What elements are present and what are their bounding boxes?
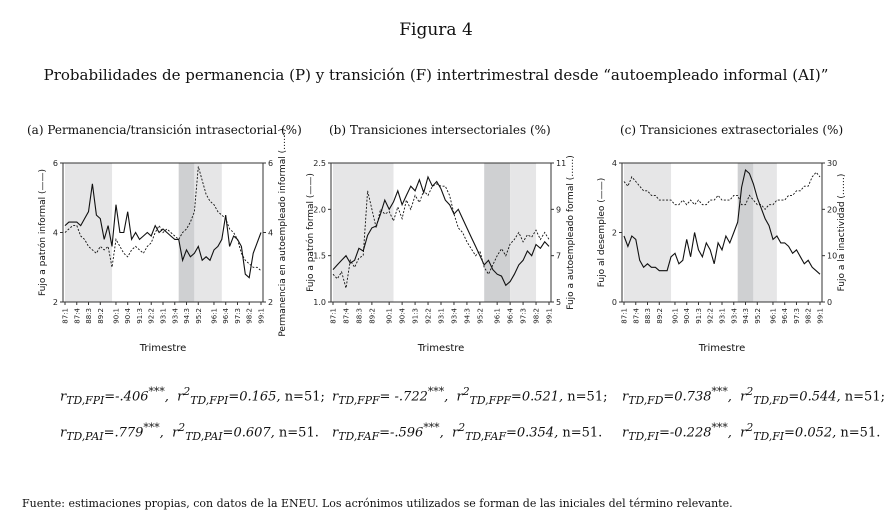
stats-a-line1: $r_{TD,FPI}=-.406^{***}$, $r^2_{TD,FPI}=0.165$, n=51;: [60, 385, 325, 407]
x-tick-label: 88:3: [85, 308, 94, 324]
x-tick-label: 99:1: [257, 308, 266, 324]
x-tick-label: 98:2: [804, 308, 813, 324]
y-tick-label: 6: [52, 159, 58, 168]
y-tick-label: 4: [611, 159, 617, 168]
x-tick-label: 99:1: [545, 308, 554, 324]
y-right-axis-title: Fujo a autoempleado formal (……): [566, 155, 576, 310]
x-tick-label: 87:1: [620, 308, 629, 324]
chart-2: [597, 159, 847, 354]
figure-footer: Fuente: estimaciones propias, con datos de la ENEU. Los acrónimos utilizados se forman de las iniciales del término relevante.: [22, 497, 733, 510]
x-tick-label: 87:4: [632, 308, 641, 324]
shaded-region: [179, 163, 195, 302]
x-tick-label: 87:1: [61, 308, 70, 324]
x-tick-label: 90:4: [683, 308, 692, 324]
y-axis-title: Fujo a patrón formal (——): [306, 173, 316, 292]
y-right-tick-label: 30: [827, 159, 838, 168]
y-right-tick-label: 5: [556, 298, 562, 307]
y-tick-label: 2: [611, 228, 617, 238]
x-tick-label: 92:2: [706, 308, 715, 324]
y-axis-title: Fujo al desempleo (——): [597, 177, 607, 288]
shaded-region: [65, 163, 112, 302]
x-tick-label: 95:2: [753, 308, 762, 324]
x-tick-label: 89:2: [655, 308, 664, 324]
x-tick-label: 90:4: [398, 308, 407, 324]
x-tick-label: 93:4: [171, 308, 180, 324]
x-tick-label: 91:3: [135, 308, 144, 324]
x-tick-label: 97:3: [519, 308, 528, 324]
y-tick-label: 4: [52, 228, 58, 238]
x-tick-label: 96:1: [493, 308, 502, 324]
y-right-tick-label: 2: [268, 298, 274, 307]
stats-b-line1: $r_{TD,FPF}= -.722^{***}$, $r^2_{TD,FPF}=0.521$, n=51;: [332, 385, 608, 407]
y-right-axis-title: Fujo a la inactividad (……): [837, 173, 847, 292]
shaded-region: [484, 163, 510, 302]
y-right-tick-label: 20: [827, 205, 838, 215]
figure-title: Figura 4: [399, 20, 473, 40]
x-tick-label: 88:3: [355, 308, 364, 324]
x-tick-label: 93:4: [450, 308, 459, 324]
y-right-tick-label: 4: [268, 228, 274, 238]
x-tick-label: 87:1: [329, 308, 338, 324]
chart-1: [305, 155, 576, 354]
x-tick-label: 93:1: [437, 308, 446, 324]
x-tick-label: 94:3: [742, 308, 751, 324]
shaded-region: [333, 163, 393, 302]
stats-c-line2: $r_{TD,FI}=-0.228^{***}$, $r^2_{TD,FI}=0.052$, n=51.: [622, 421, 881, 443]
stats-c-line1: $r_{TD,FD}=0.738^{***}$, $r^2_{TD,FD}=0.544$, n=51;: [622, 385, 885, 407]
shaded-region: [738, 163, 754, 302]
shaded-region: [194, 163, 221, 302]
x-tick-label: 91:3: [411, 308, 420, 324]
x-tick-label: 93:1: [159, 308, 168, 324]
x-tick-label: 90:4: [124, 308, 133, 324]
x-tick-label: 88:3: [644, 308, 653, 324]
panel-c-title: (c) Transiciones extrasectoriales (%): [620, 123, 844, 137]
x-tick-label: 98:2: [532, 308, 541, 324]
x-tick-label: 96:4: [222, 308, 231, 324]
x-tick-label: 96:4: [781, 308, 790, 324]
y-tick-label: 2: [52, 298, 58, 307]
x-tick-label: 92:2: [424, 308, 433, 324]
y-right-tick-label: 6: [268, 159, 274, 168]
x-tick-label: 89:2: [96, 308, 105, 324]
x-tick-label: 90:1: [112, 308, 121, 324]
x-tick-label: 99:1: [816, 308, 825, 324]
x-tick-label: 96:1: [210, 308, 219, 324]
shaded-region: [753, 163, 777, 302]
y-right-tick-label: 7: [556, 251, 562, 261]
x-axis-title: Trimestre: [139, 343, 187, 354]
x-tick-label: 91:3: [694, 308, 703, 324]
panel-a-title: (a) Permanencia/transición intrasectorial (%): [27, 123, 302, 137]
x-tick-label: 93:4: [730, 308, 739, 324]
x-tick-label: 94:3: [183, 308, 192, 324]
panel-b-title: (b) Transiciones intersectoriales (%): [329, 123, 551, 137]
x-tick-label: 92:2: [147, 308, 156, 324]
y-tick-label: 2.5: [313, 159, 326, 168]
y-right-tick-label: 10: [827, 251, 838, 261]
y-right-tick-label: 9: [556, 205, 562, 215]
x-tick-label: 90:1: [671, 308, 680, 324]
stats-a-line2: $r_{TD,PAI}=.779^{***}$, $r^2_{TD,PAI}=0.607$, n=51.: [60, 421, 319, 443]
y-tick-label: 0: [611, 298, 617, 307]
x-tick-label: 93:1: [718, 308, 727, 324]
x-tick-label: 89:2: [368, 308, 377, 324]
y-tick-label: 2.0: [313, 205, 326, 215]
x-tick-label: 96:1: [769, 308, 778, 324]
shaded-region: [510, 163, 536, 302]
x-tick-label: 98:2: [245, 308, 254, 324]
chart-0: [37, 128, 288, 354]
x-tick-label: 97:3: [792, 308, 801, 324]
x-axis-title: Trimestre: [417, 343, 465, 354]
figure-subtitle: Probabilidades de permanencia (P) y transición (F) intertrimestral desde “autoempleado informal (AI)”: [43, 66, 829, 84]
y-tick-label: 1.5: [313, 251, 326, 261]
y-right-tick-label: 0: [827, 298, 833, 307]
y-axis-title: Fujo a patrón informal (——): [38, 168, 48, 297]
y-tick-label: 1.0: [313, 298, 326, 307]
x-tick-label: 95:2: [476, 308, 485, 324]
x-tick-label: 95:2: [194, 308, 203, 324]
x-tick-label: 90:1: [385, 308, 394, 324]
x-tick-label: 96:4: [506, 308, 515, 324]
x-tick-label: 87:4: [342, 308, 351, 324]
x-tick-label: 94:3: [463, 308, 472, 324]
y-right-tick-label: 11: [556, 159, 567, 168]
shaded-region: [624, 163, 671, 302]
x-tick-label: 87:4: [73, 308, 82, 324]
y-right-axis-title: Permanencia en autoempleado informal (……): [278, 128, 288, 337]
stats-b-line2: $r_{TD,FAF}=-.596^{***}$, $r^2_{TD,FAF}=0.354$, n=51.: [332, 421, 603, 443]
x-tick-label: 97:3: [233, 308, 242, 324]
x-axis-title: Trimestre: [698, 343, 746, 354]
